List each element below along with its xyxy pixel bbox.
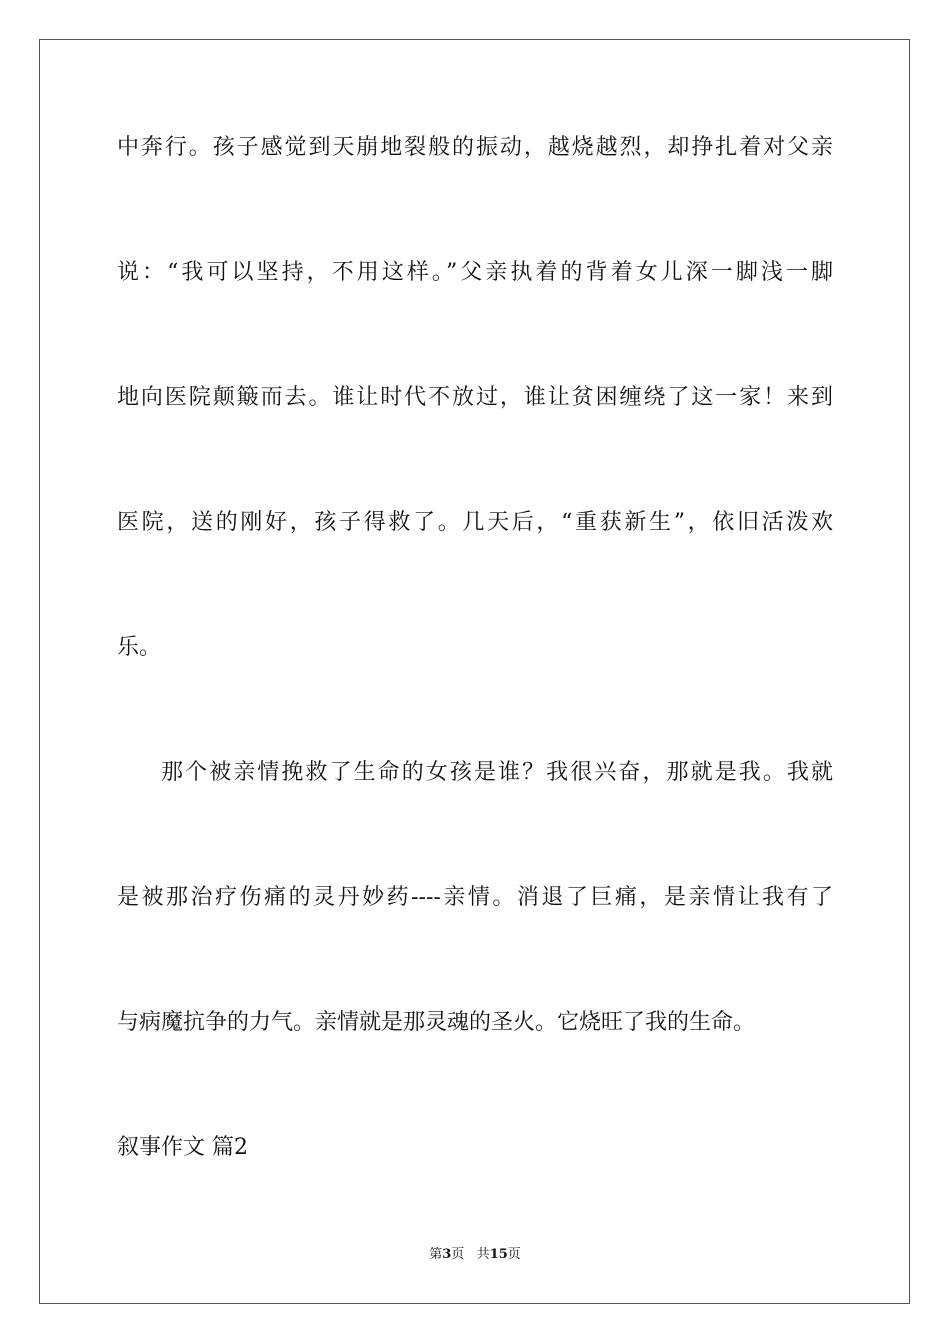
paragraph-1-line-2: 说：“我可以坚持，不用这样。”父亲执着的背着女儿深一脚浅一脚 (117, 260, 833, 285)
paragraph-2-line-2: 是被那治疗伤痛的灵丹妙药----亲情。消退了巨痛，是亲情让我有了 (117, 885, 833, 910)
footer-page-suffix: 页 (451, 1247, 465, 1262)
paragraph-2-line-3: 与病魔抗争的力气。亲情就是那灵魂的圣火。它烧旺了我的生命。 (117, 1010, 756, 1035)
page-frame (39, 39, 910, 1304)
paragraph-2-line-1: 那个被亲情挽救了生命的女孩是谁？我很兴奋，那就是我。我就 (161, 760, 833, 785)
footer-total-pages: 15 (489, 1247, 508, 1262)
paragraph-1-line-1: 中奔行。孩子感觉到天崩地裂般的振动，越烧越烈，却挣扎着对父亲 (117, 135, 833, 160)
footer-total-suffix: 页 (507, 1247, 521, 1262)
footer-total-prefix: 共 (476, 1247, 490, 1262)
footer-page-prefix: 第 (429, 1247, 443, 1262)
page-footer (0, 1246, 950, 1264)
paragraph-1-line-4: 医院，送的刚好，孩子得救了。几天后，“重获新生”，依旧活泼欢 (117, 510, 833, 535)
paragraph-1-line-3: 地向医院颠簸而去。谁让时代不放过，谁让贫困缠绕了这一家！来到 (117, 385, 833, 410)
paragraph-1-line-5: 乐。 (117, 635, 162, 660)
footer-page-number: 3 (442, 1247, 452, 1262)
section-heading: 叙事作文 篇2 (117, 1135, 248, 1160)
